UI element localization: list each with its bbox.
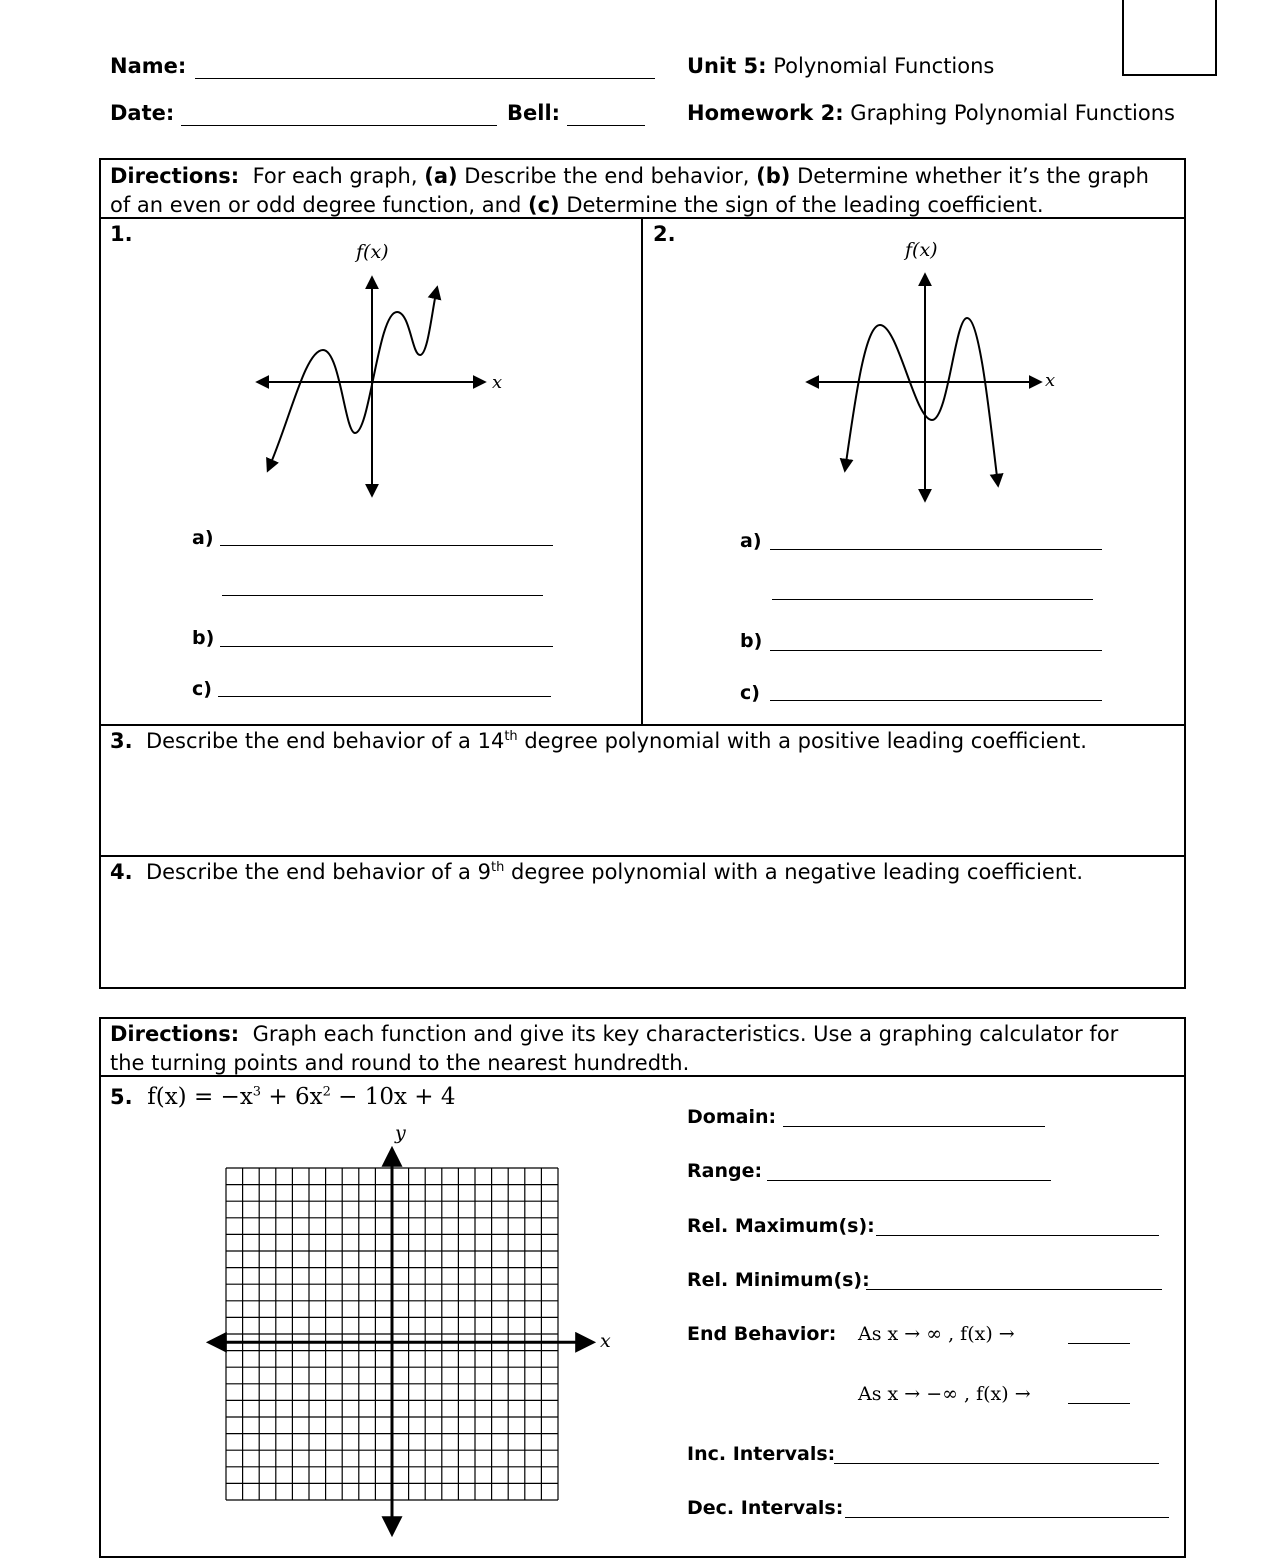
end-behavior-field-2[interactable] — [1068, 1403, 1130, 1404]
q4-sup: th — [490, 860, 505, 875]
directions-text: For each graph, — [252, 164, 418, 188]
rel-min-label: Rel. Minimum(s): — [687, 1269, 870, 1291]
section1-directions — [110, 162, 1149, 220]
function-part: f(x) = −x — [147, 1084, 253, 1110]
inc-intervals-field[interactable] — [834, 1463, 1159, 1464]
domain-field[interactable] — [783, 1126, 1045, 1127]
p2-answer-b-label: b) — [740, 630, 763, 652]
q4-answer-area[interactable] — [101, 892, 1184, 986]
problem-2-number: 2. — [653, 222, 676, 246]
date-label: Date: — [110, 101, 175, 125]
dec-intervals-field[interactable] — [845, 1517, 1169, 1518]
problem-1-number: 1. — [110, 222, 133, 246]
q3-text: Describe the end behavior of a 14 — [145, 729, 505, 753]
inc-intervals-label: Inc. Intervals: — [687, 1443, 836, 1465]
q3-answer-area[interactable] — [101, 760, 1184, 854]
question-4 — [110, 860, 1083, 884]
unit-title: Polynomial Functions — [773, 54, 995, 78]
rel-min-field[interactable] — [866, 1289, 1162, 1290]
directions-text: Graph each function and give its key characteristics. Use a graphing calculator for — [252, 1022, 1119, 1046]
divider — [641, 217, 643, 725]
q4-text-end: degree polynomial with a negative leading coefficient. — [504, 860, 1084, 884]
range-label: Range: — [687, 1160, 763, 1182]
function-part: + 6x — [261, 1084, 323, 1110]
bell-field[interactable] — [567, 125, 645, 126]
end-behavior-label: End Behavior: — [687, 1323, 837, 1345]
q3-text-end: degree polynomial with a positive leading coefficient. — [517, 729, 1087, 753]
unit-label — [687, 54, 994, 78]
rel-max-label: Rel. Maximum(s): — [687, 1215, 875, 1237]
p2-answer-a-field[interactable] — [770, 549, 1102, 550]
p1-answer-a-label: a) — [192, 527, 214, 549]
question-5 — [110, 1084, 456, 1110]
homework-label — [687, 101, 1175, 125]
p1-answer-b-label: b) — [192, 627, 215, 649]
directions-label: Directions: — [110, 164, 240, 188]
directions-line2: of an even or odd degree function, and — [110, 193, 522, 217]
name-field[interactable] — [195, 78, 655, 79]
grid-x-label: x — [600, 1330, 611, 1352]
function-part: − 10x + 4 — [330, 1084, 456, 1110]
end-behavior-row2: As x → −∞ , f(x) → — [858, 1383, 1031, 1405]
part-b-text: Determine whether it’s the graph — [797, 164, 1149, 188]
exponent: 2 — [322, 1084, 331, 1100]
p1-answer-c-label: c) — [192, 678, 212, 700]
end-behavior-field-1[interactable] — [1068, 1343, 1130, 1344]
p2-answer-a-label: a) — [740, 530, 762, 552]
question-3 — [110, 729, 1087, 753]
p2-answer-b-field[interactable] — [770, 650, 1102, 651]
homework-title: Graphing Polynomial Functions — [850, 101, 1175, 125]
p1-answer-a-field[interactable] — [220, 545, 553, 546]
part-c-text: Determine the sign of the leading coefficient. — [566, 193, 1044, 217]
part-c-label: (c) — [527, 193, 560, 217]
name-label: Name: — [110, 54, 187, 78]
exponent: 3 — [252, 1084, 262, 1100]
p2-answer-c-label: c) — [740, 682, 760, 704]
graph2-x-label: x — [1045, 370, 1056, 391]
q5-number: 5. — [110, 1085, 133, 1109]
graph2-y-label: f(x) — [905, 239, 938, 261]
part-a-text: Describe the end behavior, — [464, 164, 750, 188]
unit-number: Unit 5: — [687, 54, 767, 78]
rel-max-field[interactable] — [876, 1235, 1159, 1236]
directions-line2: the turning points and round to the nearest hundredth. — [110, 1051, 690, 1075]
p1-answer-b-field[interactable] — [220, 646, 553, 647]
q3-sup: th — [504, 729, 518, 744]
q3-number: 3. — [110, 729, 133, 753]
p2-answer-a-field-line2[interactable] — [772, 599, 1093, 600]
divider — [99, 724, 1186, 726]
graph1-y-label: f(x) — [356, 241, 389, 263]
q4-number: 4. — [110, 860, 133, 884]
dec-intervals-label: Dec. Intervals: — [687, 1497, 844, 1519]
date-field[interactable] — [181, 125, 497, 126]
q5-function — [147, 1084, 455, 1110]
bell-label: Bell: — [507, 101, 561, 125]
grid-y-label: y — [395, 1122, 406, 1144]
score-box[interactable] — [1122, 0, 1217, 76]
part-b-label: (b) — [756, 164, 791, 188]
domain-label: Domain: — [687, 1106, 777, 1128]
divider — [99, 855, 1186, 857]
range-field[interactable] — [767, 1180, 1051, 1181]
homework-number: Homework 2: — [687, 101, 844, 125]
end-behavior-row1: As x → ∞ , f(x) → — [858, 1323, 1015, 1345]
q4-text: Describe the end behavior of a 9 — [145, 860, 491, 884]
p1-answer-a-field-line2[interactable] — [222, 595, 543, 596]
p2-answer-c-field[interactable] — [770, 700, 1102, 701]
p1-answer-c-field[interactable] — [218, 696, 551, 697]
graph1-x-label: x — [492, 372, 503, 393]
divider — [99, 1075, 1186, 1077]
directions-label: Directions: — [110, 1022, 240, 1046]
section2-directions — [110, 1020, 1118, 1078]
part-a-label: (a) — [424, 164, 458, 188]
coordinate-grid[interactable] — [0, 0, 1, 1]
